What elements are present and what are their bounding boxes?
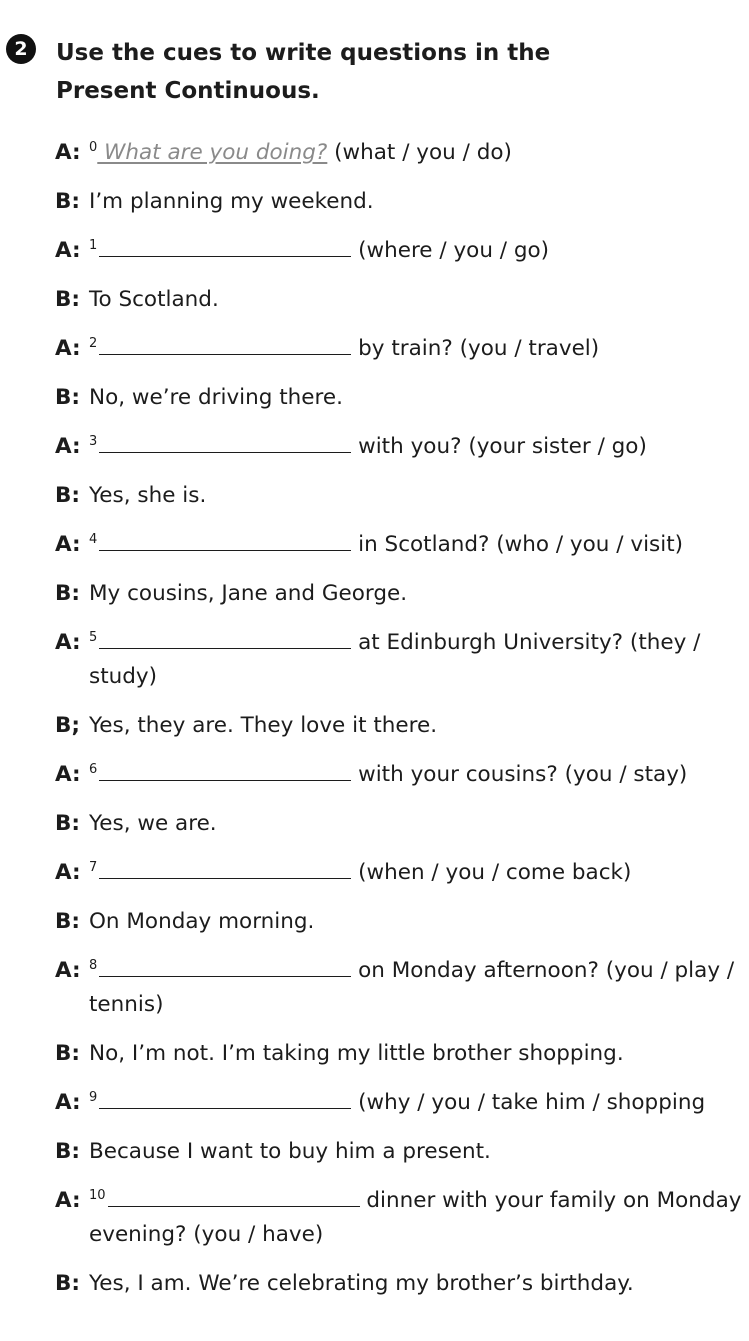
item-number: 7 (89, 860, 98, 875)
question-cue: with you? (your sister / go) (351, 434, 647, 459)
dialogue-line (55, 479, 747, 513)
speaker-label: B: (55, 909, 80, 934)
dialogue-line (55, 528, 747, 562)
speaker-label: B: (55, 1139, 80, 1164)
dialogue-line (55, 626, 747, 694)
exercise-number-badge: 2 (6, 34, 36, 64)
exercise-instructions (56, 34, 656, 110)
reply-text: To Scotland. (89, 287, 219, 312)
reply-text: My cousins, Jane and George. (89, 581, 408, 606)
speaker-label: B: (55, 385, 80, 410)
dialogue-line (55, 954, 747, 1022)
answer-blank[interactable] (108, 1184, 360, 1207)
reply-text: Yes, I am. We’re celebrating my brother’s birthday. (89, 1271, 634, 1296)
dialogue-line (55, 1135, 747, 1169)
speaker-label: A: (55, 140, 81, 165)
dialogue-line (55, 185, 747, 219)
speaker-label: A: (55, 958, 81, 983)
reply-text: Yes, they are. They love it there. (89, 713, 438, 738)
example-answer: What are you doing? (97, 140, 328, 165)
speaker-label: A: (55, 630, 81, 655)
reply-text: No, we’re driving there. (89, 385, 343, 410)
item-number: 2 (89, 336, 98, 351)
question-cue: (what / you / do) (327, 140, 512, 165)
speaker-label: B: (55, 287, 80, 312)
item-number: 6 (89, 762, 98, 777)
question-cue: on Monday afternoon? (you / play / tennis) (89, 958, 735, 1017)
speaker-label: B: (55, 811, 80, 836)
question-cue: (why / you / take him / shopping (351, 1090, 706, 1115)
dialogue-line (55, 136, 747, 170)
reply-text: No, I’m not. I’m taking my little brother shopping. (89, 1041, 624, 1066)
speaker-label: B: (55, 1271, 80, 1296)
speaker-label: A: (55, 1090, 81, 1115)
speaker-label: B: (55, 483, 80, 508)
speaker-label: B; (55, 713, 80, 738)
reply-text: Yes, she is. (89, 483, 207, 508)
question-cue: in Scotland? (who / you / visit) (351, 532, 684, 557)
reply-text: On Monday morning. (89, 909, 315, 934)
dialogue-line (55, 1086, 747, 1120)
dialogue-line (55, 1267, 747, 1301)
item-number: 1 (89, 238, 98, 253)
item-number: 9 (89, 1090, 98, 1105)
question-cue: (when / you / come back) (351, 860, 632, 885)
answer-blank[interactable] (99, 954, 351, 977)
speaker-label: A: (55, 762, 81, 787)
dialogue-line (55, 577, 747, 611)
reply-text: Because I want to buy him a present. (89, 1139, 491, 1164)
item-number: 4 (89, 532, 98, 547)
dialogue-line (55, 430, 747, 464)
answer-blank[interactable] (99, 758, 351, 781)
answer-blank[interactable] (99, 332, 351, 355)
answer-blank[interactable] (99, 234, 351, 257)
answer-blank[interactable] (99, 430, 351, 453)
question-cue: dinner with your family on Monday evening? (you / have) (89, 1188, 742, 1247)
speaker-label: B: (55, 189, 80, 214)
speaker-label: A: (55, 1188, 81, 1213)
speaker-label: A: (55, 532, 81, 557)
speaker-label: A: (55, 336, 81, 361)
dialogue-line (55, 283, 747, 317)
dialogue-line (55, 332, 747, 366)
dialogue-line (55, 709, 747, 743)
dialogue-list (55, 136, 747, 1316)
speaker-label: B: (55, 1041, 80, 1066)
question-cue: with your cousins? (you / stay) (351, 762, 688, 787)
answer-blank[interactable] (99, 856, 351, 879)
speaker-label: B: (55, 581, 80, 606)
dialogue-line (55, 381, 747, 415)
dialogue-line (55, 807, 747, 841)
dialogue-line (55, 856, 747, 890)
exercise-title-line-2: Present Continuous. (56, 78, 320, 104)
reply-text: Yes, we are. (89, 811, 217, 836)
question-cue: (where / you / go) (351, 238, 550, 263)
dialogue-line (55, 1037, 747, 1071)
answer-blank[interactable] (99, 1086, 351, 1109)
dialogue-line (55, 758, 747, 792)
answer-blank[interactable] (99, 528, 351, 551)
speaker-label: A: (55, 860, 81, 885)
item-number: 10 (89, 1188, 106, 1203)
item-number: 3 (89, 434, 98, 449)
reply-text: I’m planning my weekend. (89, 189, 374, 214)
answer-blank[interactable] (99, 626, 351, 649)
speaker-label: A: (55, 238, 81, 263)
question-cue: by train? (you / travel) (351, 336, 600, 361)
dialogue-line (55, 1184, 747, 1252)
item-number: 0 (89, 140, 98, 155)
dialogue-line (55, 234, 747, 268)
exercise-title-line-1: Use the cues to write questions in the (56, 40, 551, 66)
item-number: 8 (89, 958, 98, 973)
dialogue-line (55, 905, 747, 939)
item-number: 5 (89, 630, 98, 645)
speaker-label: A: (55, 434, 81, 459)
question-cue: at Edinburgh University? (they / study) (89, 630, 701, 689)
